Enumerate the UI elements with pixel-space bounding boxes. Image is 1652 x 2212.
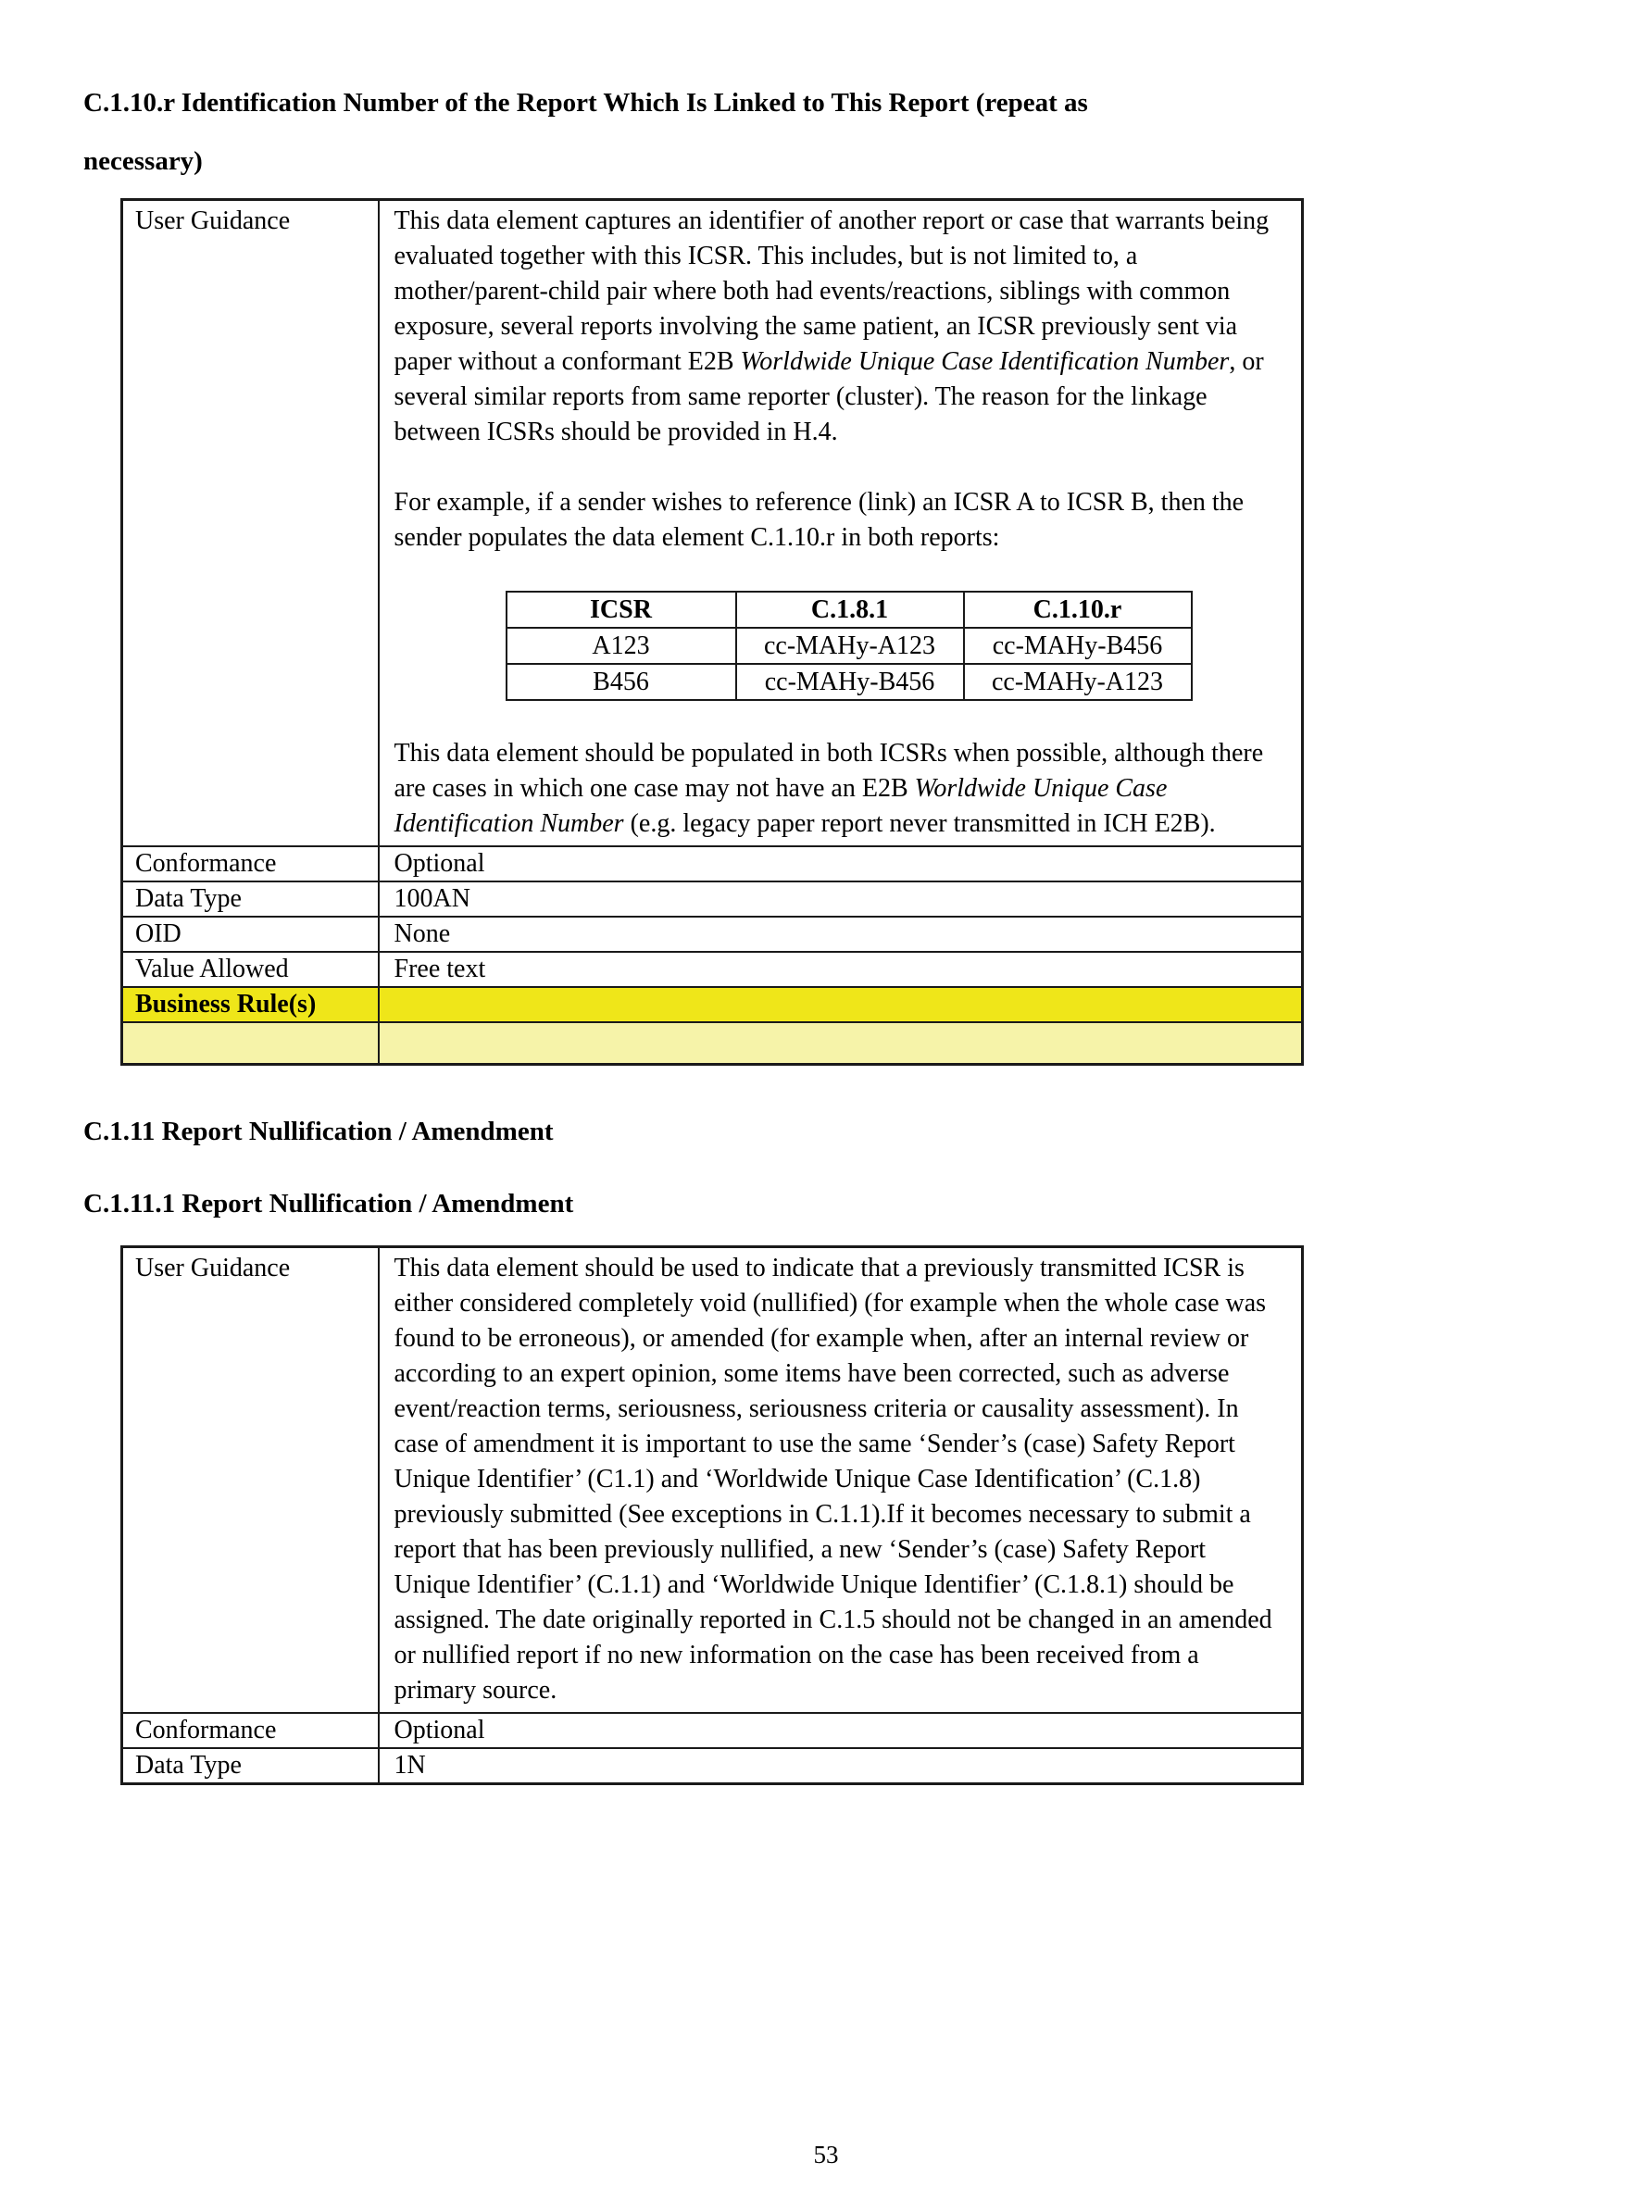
page-number: 53 xyxy=(813,2141,839,2168)
column-header: C.1.10.r xyxy=(964,592,1192,628)
table-cell: cc-MAHy-B456 xyxy=(964,628,1192,664)
table-cell: B456 xyxy=(507,664,736,700)
row-label-user-guidance: User Guidance xyxy=(122,200,379,847)
row-label-conformance: Conformance xyxy=(122,1713,379,1748)
paragraph-text: This data element captures an identifier of another report or case that warrants being evaluated together with this ICSR. This includes, but is not limited to, a mother/parent-child pair where both had events/reactions, siblings with common exposure, several reports involving the same patient, an ICSR previously sent via paper without a conformant E2B xyxy=(394,206,1270,376)
section-heading-c1-11-1: C.1.11.1 Report Nullification / Amendment xyxy=(83,1189,574,1218)
table-row xyxy=(122,881,1303,917)
user-guidance-content xyxy=(379,200,1303,847)
paragraph-text: (e.g. legacy paper report never transmitted in ICH E2B). xyxy=(623,809,1216,838)
row-label-conformance: Conformance xyxy=(122,846,379,881)
row-value-data-type: 100AN xyxy=(379,881,1303,917)
row-label-data-type: Data Type xyxy=(122,881,379,917)
column-header: C.1.8.1 xyxy=(736,592,964,628)
paragraph-italic-text: Worldwide Unique Case Identification Number xyxy=(394,774,1168,838)
heading-line: necessary) xyxy=(83,146,203,176)
user-guidance-content xyxy=(379,1247,1303,1714)
table-cell: cc-MAHy-A123 xyxy=(964,664,1192,700)
row-label-user-guidance: User Guidance xyxy=(122,1247,379,1714)
row-label-value-allowed: Value Allowed xyxy=(122,952,379,987)
table-row xyxy=(122,1247,1303,1714)
row-value-conformance: Optional xyxy=(379,846,1303,881)
row-value-conformance: Optional xyxy=(379,1713,1303,1748)
table-row xyxy=(122,1748,1303,1784)
icsr-link-example-table xyxy=(506,591,1193,701)
table-cell: cc-MAHy-A123 xyxy=(736,628,964,664)
table-row xyxy=(122,917,1303,952)
paragraph xyxy=(394,204,1282,450)
table-row xyxy=(122,952,1303,987)
row-value-data-type: 1N xyxy=(379,1748,1303,1784)
heading-line: C.1.10.r Identification Number of the Report Which Is Linked to This Report (repeat as xyxy=(83,88,1088,118)
table-row xyxy=(122,200,1303,847)
document-page xyxy=(0,74,1652,2168)
row-value-business-rules xyxy=(379,987,1303,1022)
paragraph: For example, if a sender wishes to reference (link) an ICSR A to ICSR B, then the sender populates the data element C.1.10.r in both reports: xyxy=(394,488,1245,552)
row-value-value-allowed: Free text xyxy=(379,952,1303,987)
paragraph-text: This data element should be populated in both ICSRs when possible, although there are cases in which one case may not have an E2B xyxy=(394,739,1264,803)
table-row xyxy=(122,846,1303,881)
row-label-data-type: Data Type xyxy=(122,1748,379,1784)
table-row xyxy=(507,664,1192,700)
row-label-business-rules: Business Rule(s) xyxy=(122,987,379,1022)
empty-cell xyxy=(122,1022,379,1065)
data-element-table-c1-10r xyxy=(120,198,1304,1066)
section-heading-c1-10r xyxy=(83,74,1652,191)
table-row xyxy=(122,1713,1303,1748)
paragraph-italic-text: Worldwide Unique Case Identification Number xyxy=(740,347,1230,376)
paragraph-text: , or several similar reports from same reporter (cluster). The reason for the linkage between ICSRs should be provided in H.4. xyxy=(394,347,1264,446)
business-rules-row xyxy=(122,987,1303,1022)
table-cell: A123 xyxy=(507,628,736,664)
row-label-oid: OID xyxy=(122,917,379,952)
highlighted-empty-row xyxy=(122,1022,1303,1065)
empty-cell xyxy=(379,1022,1303,1065)
table-row xyxy=(507,628,1192,664)
row-value-oid: None xyxy=(379,917,1303,952)
table-cell: cc-MAHy-B456 xyxy=(736,664,964,700)
data-element-table-c1-11-1 xyxy=(120,1245,1304,1785)
paragraph xyxy=(394,736,1282,842)
column-header: ICSR xyxy=(507,592,736,628)
paragraph: This data element should be used to indicate that a previously transmitted ICSR is either considered completely void (nullified) (for example when the whole case was found to be erroneous), or amended (for example when, after an internal review or according to an expert opinion, some items have been corrected, such as adverse event/reaction terms, seriousness, seriousness criteria or causality assessment). In case of amendment it is important to use the same ‘Sender’s (case) Safety Report Unique Identifier’ (C1.1) and ‘Worldwide Unique Case Identification’ (C.1.8) previously submitted (See exceptions in C.1.1).If it becomes necessary to submit a report that has been previously nullified, a new ‘Sender’s (case) Safety Report Unique Identifier’ (C.1.1) and ‘Worldwide Unique Identifier’ (C.1.8.1) should be assigned. The date originally reported in C.1.5 should not be changed in an amended or nullified report if no new information on the case has been received from a primary source. xyxy=(394,1254,1272,1705)
section-heading-c1-11: C.1.11 Report Nullification / Amendment xyxy=(83,1117,554,1146)
table-header-row xyxy=(507,592,1192,628)
